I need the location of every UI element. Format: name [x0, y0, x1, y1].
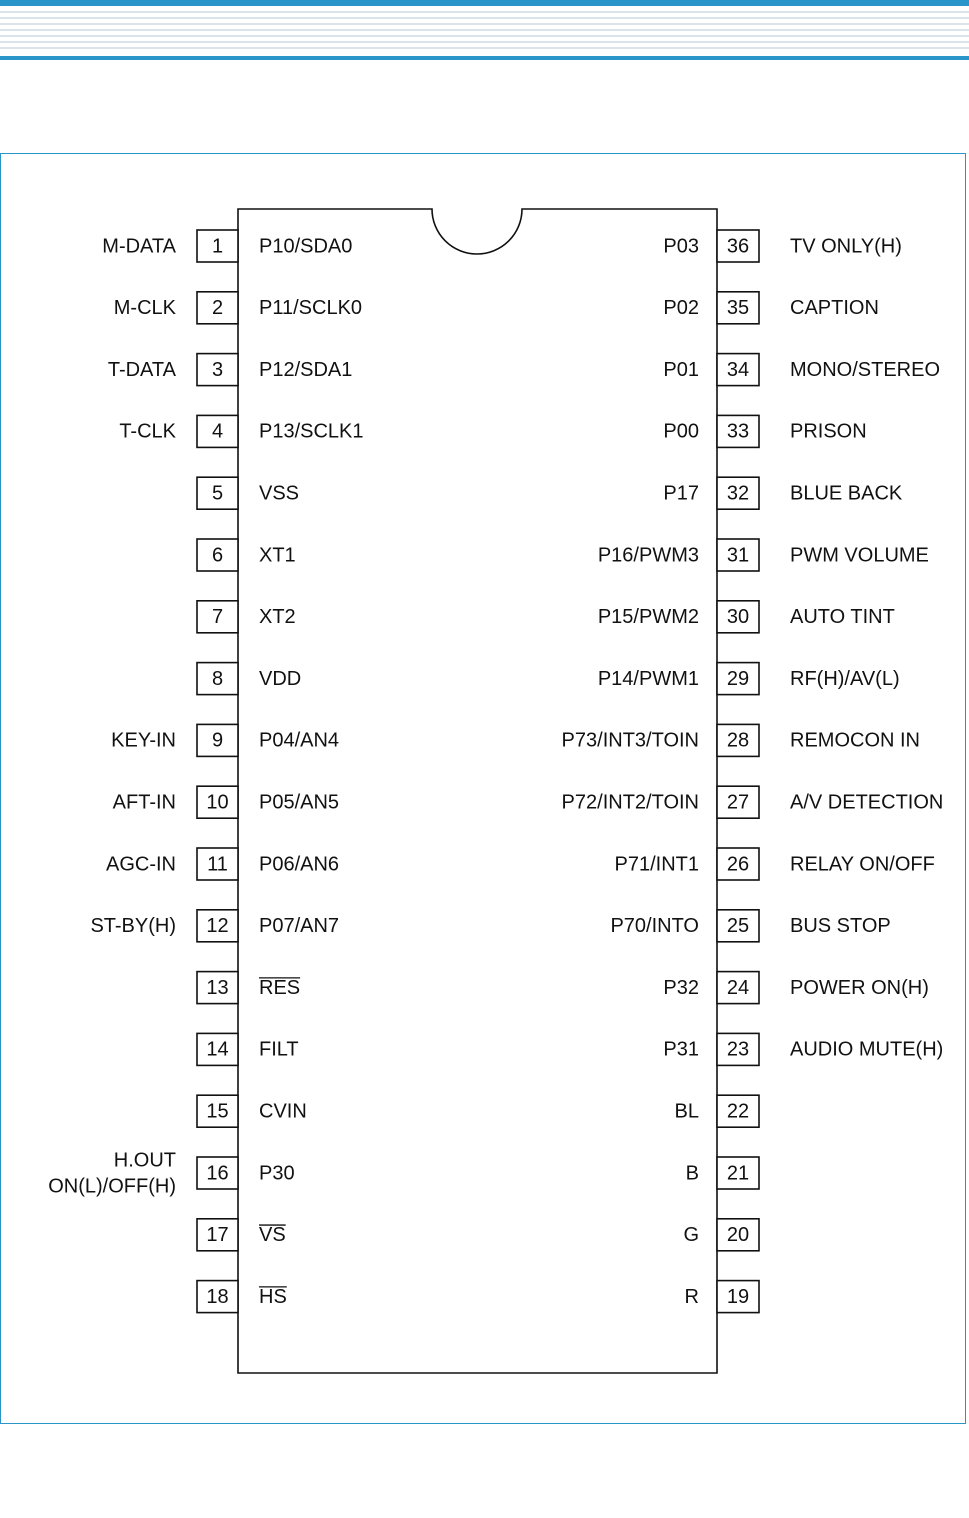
pin-number: 2: [211, 297, 224, 320]
signal-label: T-CLK: [119, 420, 176, 443]
pin-name: RES: [259, 976, 301, 999]
signal-label: BUS STOP: [790, 915, 891, 938]
signal-label: PWM VOLUME: [790, 544, 929, 567]
pin-name: VS: [259, 1224, 286, 1247]
pin-name: P17: [663, 482, 699, 505]
pin-name: FILT: [259, 1038, 299, 1061]
pin-name: P32: [663, 976, 699, 999]
pin-number: 24: [726, 976, 750, 999]
pin-name: P15/PWM2: [597, 606, 699, 629]
pin-name: P10/SDA0: [259, 235, 353, 258]
signal-label: BLUE BACK: [790, 482, 903, 505]
pin-name: P02: [663, 297, 699, 320]
pin-name: XT1: [259, 544, 296, 567]
pin-number: 23: [726, 1038, 750, 1061]
pin-number: 4: [211, 420, 224, 443]
pin-number: 5: [211, 482, 224, 505]
signal-label: RF(H)/AV(L): [790, 667, 900, 690]
signal-label: H.OUT: [113, 1149, 176, 1172]
signal-label: AGC-IN: [106, 853, 176, 876]
pin-name: P07/AN7: [259, 915, 340, 938]
pin-name: P31: [663, 1038, 699, 1061]
pin-name: B: [685, 1162, 699, 1185]
pin-number: 15: [206, 1100, 229, 1123]
pin-name: P14/PWM1: [597, 667, 699, 690]
pin-number: 19: [726, 1285, 750, 1308]
signal-label: M-CLK: [113, 297, 176, 320]
signal-label: TV ONLY(H): [790, 235, 902, 258]
pin-name: P05/AN5: [259, 791, 340, 814]
pin-name: P16/PWM3: [597, 544, 699, 567]
pin-number: 29: [726, 667, 750, 690]
signal-label: REMOCON IN: [790, 729, 920, 752]
pin-name: VSS: [259, 482, 300, 505]
pin-number: 31: [726, 544, 750, 567]
pin-name: P13/SCLK1: [259, 420, 364, 443]
pin-number: 36: [726, 235, 750, 258]
pin-number: 17: [206, 1224, 229, 1247]
pin-number: 20: [726, 1224, 750, 1247]
pin-number: 26: [726, 853, 750, 876]
pin-name: P03: [663, 235, 699, 258]
pin-number: 16: [206, 1162, 229, 1185]
pin-number: 6: [211, 544, 224, 567]
pin-number: 25: [726, 915, 750, 938]
pin-number: 9: [211, 729, 224, 752]
pin-name: BL: [674, 1100, 699, 1123]
pin-name: P12/SDA1: [259, 358, 353, 381]
pin-name: P71/INT1: [614, 853, 699, 876]
pin-number: 14: [206, 1038, 229, 1061]
signal-label: A/V DETECTION: [790, 791, 944, 814]
signal-label: CAPTION: [790, 297, 879, 320]
pin-name: P01: [663, 358, 699, 381]
pin-number: 35: [726, 297, 750, 320]
pin-name: P00: [663, 420, 699, 443]
pin-name: VDD: [259, 667, 302, 690]
pin-number: 18: [206, 1285, 229, 1308]
pin-name: XT2: [259, 606, 296, 629]
pin-number: 10: [206, 791, 229, 814]
pin-name: P30: [259, 1162, 295, 1185]
signal-label: RELAY ON/OFF: [790, 853, 935, 876]
pin-number: 22: [726, 1100, 750, 1123]
signal-label: ST-BY(H): [90, 915, 176, 938]
signal-label: POWER ON(H): [790, 976, 929, 999]
signal-label: KEY-IN: [111, 729, 176, 752]
pin-number: 21: [726, 1162, 750, 1185]
pin-name: HS: [259, 1285, 287, 1308]
pin-number: 28: [726, 729, 750, 752]
pin-number: 34: [726, 358, 750, 381]
pin-number: 7: [211, 606, 224, 629]
pin-number: 11: [207, 853, 228, 876]
pin-name: P04/AN4: [259, 729, 340, 752]
signal-label: AFT-IN: [112, 791, 176, 814]
pin-name: P72/INT2/TOIN: [561, 791, 699, 814]
pin-number: 8: [211, 667, 224, 690]
pin-name: R: [684, 1285, 699, 1308]
signal-label: PRISON: [790, 420, 867, 443]
signal-label: MONO/STEREO: [790, 358, 941, 381]
pin-number: 13: [206, 976, 229, 999]
signal-label: AUDIO MUTE(H): [790, 1038, 944, 1061]
pin-name: P06/AN6: [259, 853, 340, 876]
pin-name: G: [683, 1224, 699, 1247]
pin-name: CVIN: [259, 1100, 307, 1123]
pin-number: 3: [211, 358, 224, 381]
signal-label: ON(L)/OFF(H): [48, 1175, 176, 1198]
pin-number: 1: [211, 235, 224, 258]
signal-label: T-DATA: [107, 358, 176, 381]
pin-number: 30: [726, 606, 750, 629]
pin-name: P70/INTO: [610, 915, 699, 938]
pin-number: 33: [726, 420, 750, 443]
pin-number: 32: [726, 482, 750, 505]
pin-name: P73/INT3/TOIN: [561, 729, 699, 752]
pin-number: 27: [726, 791, 750, 814]
signal-label: M-DATA: [102, 235, 176, 258]
signal-label: AUTO TINT: [790, 606, 895, 629]
pin-name: P11/SCLK0: [259, 297, 363, 320]
pin-number: 12: [206, 915, 229, 938]
